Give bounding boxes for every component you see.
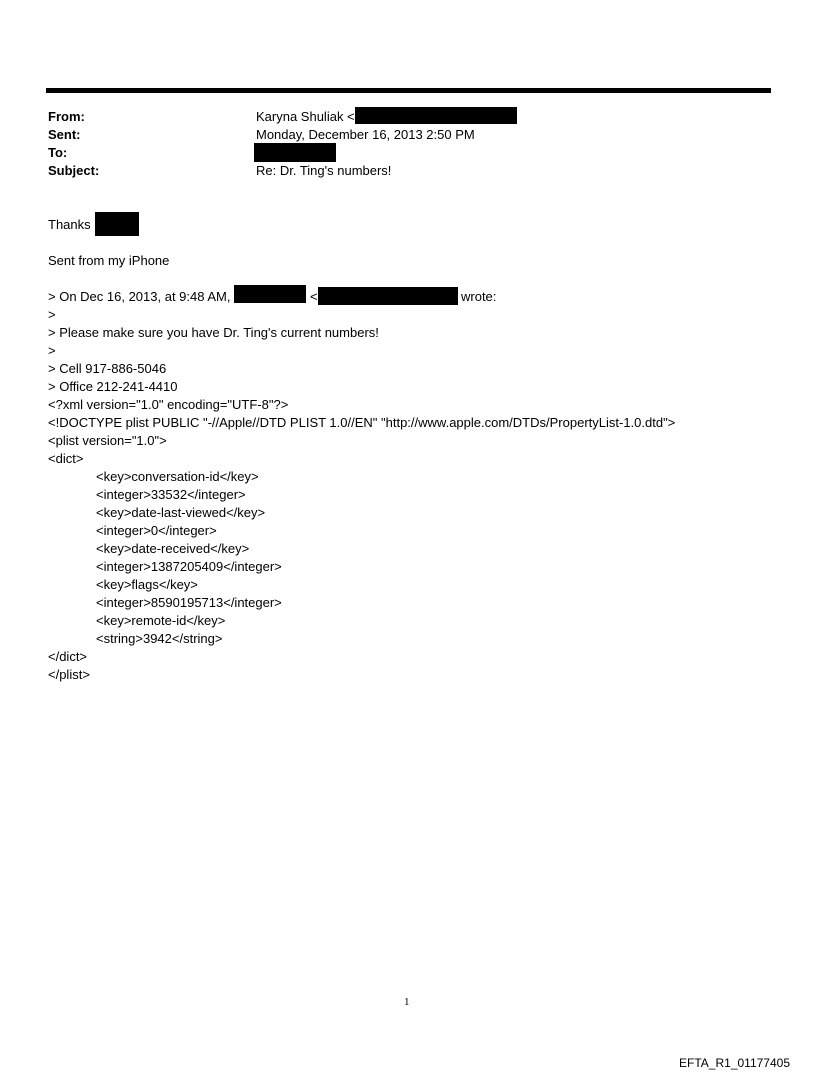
plist-line: <plist version="1.0"> (48, 433, 167, 448)
plist-line: <key>remote-id</key> (96, 613, 226, 628)
sent-value: Monday, December 16, 2013 2:50 PM (256, 127, 475, 142)
plist-line: <integer>1387205409</integer> (96, 559, 282, 574)
quote-office: > Office 212-241-4410 (48, 379, 178, 394)
subject-row (48, 162, 99, 180)
subject-label: Subject: (48, 163, 100, 178)
plist-line: <key>conversation-id</key> (96, 469, 259, 484)
sent-row (48, 126, 81, 144)
header-rule (46, 88, 771, 93)
plist-line: </plist> (48, 667, 90, 682)
plist-line: <key>date-received</key> (96, 541, 250, 556)
redacted-email (355, 107, 517, 124)
plist-line: <key>date-last-viewed</key> (96, 505, 266, 520)
to-label: To: (48, 145, 68, 160)
plist-line: <?xml version="1.0" encoding="UTF-8"?> (48, 397, 289, 412)
redacted-recipient (254, 143, 336, 162)
from-value: Karyna Shuliak < (256, 109, 355, 124)
thanks-text: Thanks (48, 217, 91, 232)
to-row (48, 144, 67, 162)
document-id: EFTA_R1_01177405 (679, 1056, 790, 1070)
quote-message: > Please make sure you have Dr. Ting's current numbers! (48, 325, 379, 340)
quote-cell: > Cell 917-886-5046 (48, 361, 167, 376)
quote-intro-post: wrote: (461, 289, 497, 304)
plist-line: <integer>8590195713</integer> (96, 595, 282, 610)
plist-line: <integer>0</integer> (96, 523, 217, 538)
redacted-sender-name (234, 285, 306, 303)
plist-line: <string>3942</string> (96, 631, 223, 646)
page-number: 1 (404, 996, 410, 1008)
redacted-name (95, 212, 139, 236)
plist-line: <key>flags</key> (96, 577, 198, 592)
quote-intro-lt: < (310, 289, 318, 304)
plist-line: <dict> (48, 451, 84, 466)
quote-blank-1: > (48, 307, 56, 322)
subject-value: Re: Dr. Ting's numbers! (256, 163, 392, 178)
quote-blank-2: > (48, 343, 56, 358)
sent-label: Sent: (48, 127, 81, 142)
from-label: From: (48, 109, 85, 124)
plist-line: <integer>33532</integer> (96, 487, 246, 502)
plist-line: <!DOCTYPE plist PUBLIC "-//Apple//DTD PLIST 1.0//EN" "http://www.apple.com/DTDs/PropertyList-1.0.dtd"> (48, 415, 676, 430)
from-row (48, 108, 85, 126)
plist-line: </dict> (48, 649, 88, 664)
signature-text: Sent from my iPhone (48, 253, 170, 268)
redacted-sender-email (318, 287, 458, 305)
quote-intro-pre: > On Dec 16, 2013, at 9:48 AM, (48, 289, 231, 304)
